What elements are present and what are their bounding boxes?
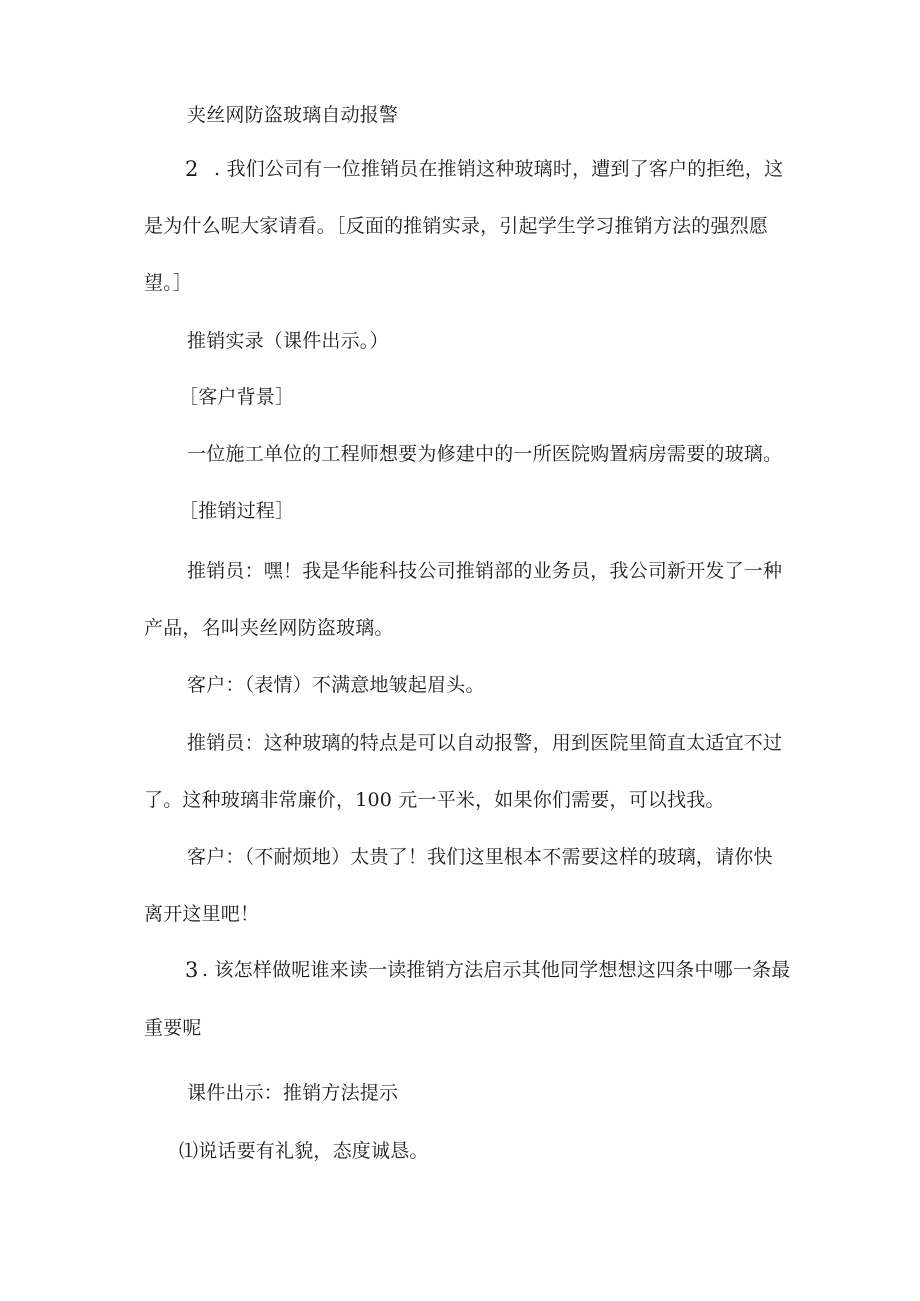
paragraph-line: 客户：（不耐烦地）太贵了！我们这里根本不需要这样的玻璃，请你快 [187,846,773,868]
paragraph-line: 推销员：嘿！我是华能科技公司推销部的业务员，我公司新开发了一种 [187,560,783,582]
paragraph-line: 离开这里吧！ [144,903,260,925]
paragraph-line: 重要呢 [144,1017,202,1039]
paragraph-line: 推销员：这种玻璃的特点是可以自动报警，用到医院里简直太适宜不过 [187,732,783,754]
paragraph-line: 推销实录（课件出示。） [187,330,389,352]
section-heading: ［客户背景］ [179,386,295,408]
paragraph-line: 了。这种玻璃非常廉价，100 元一平米，如果你们需要，可以找我。 [144,789,725,811]
paragraph-line: 客户：（表情）不满意地皱起眉头。 [187,674,485,696]
list-number: 2 [185,157,199,181]
list-item: ⑴说话要有礼貌，态度诚恳。 [179,1140,429,1162]
section-heading: ［推销过程］ [179,500,295,522]
paragraph-line: 望。］ [144,272,193,294]
paragraph-line: 课件出示：推销方法提示 [187,1082,399,1104]
paragraph-line: . 我们公司有一位推销员在推销这种玻璃时，遭到了客户的拒绝，这 [214,158,784,180]
paragraph-line: 夹丝网防盗玻璃自动报警 [187,104,399,126]
paragraph-line: 产品，名叫夹丝网防盗玻璃。 [144,617,394,639]
list-number: 3 [185,958,199,982]
paragraph-line: 是为什么呢大家请看。［反面的推销实录，引起学生学习推销方法的强烈愿 [144,215,769,237]
paragraph-line: 一位施工单位的工程师想要为修建中的一所医院购置病房需要的玻璃。 [187,443,783,465]
paragraph-line: . 该怎样做呢谁来读一读推销方法启示其他同学想想这四条中哪一条最 [202,959,791,981]
